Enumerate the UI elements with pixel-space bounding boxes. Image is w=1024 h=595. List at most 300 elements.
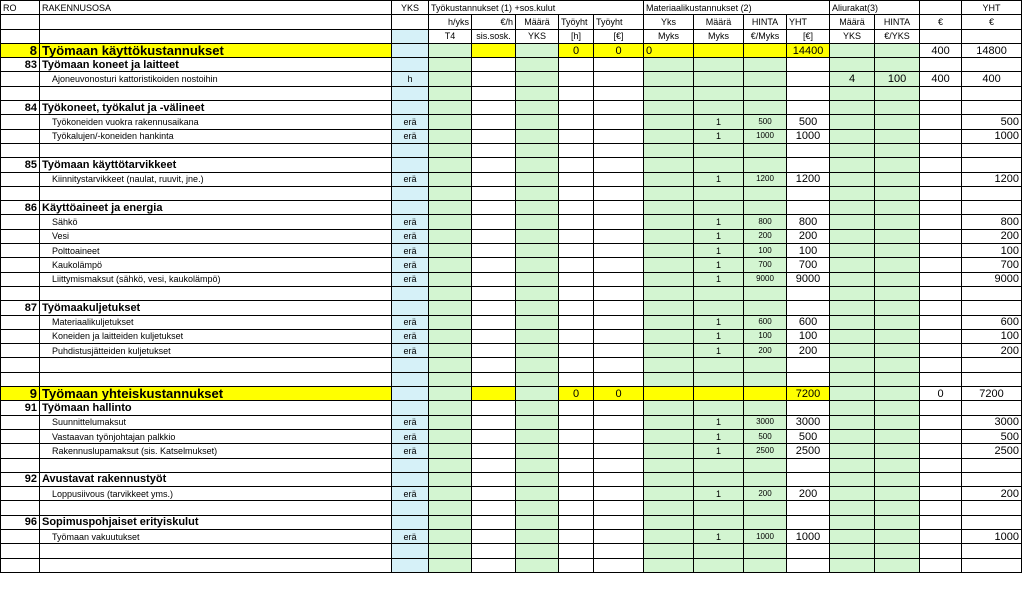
table-cell [1, 229, 40, 243]
table-cell: 600 [744, 315, 787, 329]
table-cell [516, 301, 559, 315]
table-cell [429, 415, 472, 429]
table-cell [644, 472, 694, 486]
table-cell [744, 515, 787, 529]
table-cell [559, 315, 594, 329]
table-cell [694, 501, 744, 515]
table-cell [1, 415, 40, 429]
table-cell [875, 244, 920, 258]
table-cell [644, 415, 694, 429]
table-cell [875, 544, 920, 558]
header-row-3 [1, 29, 1022, 43]
table-cell [830, 301, 875, 315]
table-cell: 1 [694, 429, 744, 443]
table-cell [830, 115, 875, 129]
table-cell [516, 372, 559, 386]
table-cell [594, 315, 644, 329]
table-cell: 1 [694, 244, 744, 258]
table-cell [875, 472, 920, 486]
col-rakennusosa: RAKENNUSOSA [40, 1, 392, 15]
table-cell [392, 58, 429, 72]
table-cell [429, 401, 472, 415]
table-cell [830, 158, 875, 172]
table-cell [875, 358, 920, 372]
table-cell [472, 329, 516, 343]
group-header-96 [1, 515, 1022, 529]
table-cell: 0 [559, 43, 594, 57]
table-cell [920, 515, 962, 529]
table-cell [429, 458, 472, 472]
table-cell: 1 [694, 329, 744, 343]
table-cell [40, 558, 392, 572]
group-header-84 [1, 101, 1022, 115]
table-cell [920, 29, 962, 43]
table-cell: 86 [1, 201, 40, 215]
table-cell: erä [392, 272, 429, 286]
table-cell [429, 101, 472, 115]
table-cell [392, 286, 429, 300]
table-cell [830, 429, 875, 443]
table-cell [920, 158, 962, 172]
table-cell: 700 [787, 258, 830, 272]
table-cell [559, 515, 594, 529]
table-cell [920, 186, 962, 200]
table-cell [962, 401, 1022, 415]
table-cell: [h] [559, 29, 594, 43]
table-cell: Loppusiivous (tarvikkeet yms.) [40, 487, 392, 501]
table-cell [644, 244, 694, 258]
table-cell: Määrä [694, 15, 744, 29]
table-cell [472, 86, 516, 100]
table-cell [559, 58, 594, 72]
table-cell: 83 [1, 58, 40, 72]
table-cell: erä [392, 315, 429, 329]
table-cell: [€] [594, 29, 644, 43]
table-cell [594, 501, 644, 515]
table-cell [429, 387, 472, 401]
table-cell: Sähkö [40, 215, 392, 229]
table-cell [594, 244, 644, 258]
table-cell [875, 158, 920, 172]
table-cell [516, 229, 559, 243]
table-cell [920, 401, 962, 415]
table-cell [594, 58, 644, 72]
table-cell: erä [392, 115, 429, 129]
table-cell: 700 [962, 258, 1022, 272]
table-cell: 600 [787, 315, 830, 329]
table-cell [594, 186, 644, 200]
table-cell [392, 43, 429, 57]
table-cell [594, 529, 644, 543]
table-cell [875, 529, 920, 543]
table-cell [472, 544, 516, 558]
table-cell: Puhdistusjätteiden kuljetukset [40, 344, 392, 358]
table-cell [516, 387, 559, 401]
table-cell [830, 529, 875, 543]
table-cell [830, 458, 875, 472]
table-cell: Suunnittelumaksut [40, 415, 392, 429]
table-cell [559, 229, 594, 243]
table-cell: 14800 [962, 43, 1022, 57]
table-cell [694, 286, 744, 300]
table-cell [594, 129, 644, 143]
table-cell [875, 344, 920, 358]
table-row [1, 115, 1022, 129]
table-cell [1, 458, 40, 472]
table-cell [830, 415, 875, 429]
table-cell [429, 186, 472, 200]
table-cell: 87 [1, 301, 40, 315]
table-cell [594, 472, 644, 486]
table-cell: erä [392, 444, 429, 458]
table-cell [559, 215, 594, 229]
group-header-92 [1, 472, 1022, 486]
table-cell [516, 544, 559, 558]
table-cell [429, 115, 472, 129]
table-cell: erä [392, 415, 429, 429]
table-cell [516, 72, 559, 86]
table-cell: 600 [962, 315, 1022, 329]
table-cell [559, 415, 594, 429]
table-cell [830, 186, 875, 200]
table-cell: 800 [962, 215, 1022, 229]
table-cell [875, 286, 920, 300]
table-cell: Kaukolämpö [40, 258, 392, 272]
table-cell: erä [392, 244, 429, 258]
table-cell [644, 158, 694, 172]
table-cell [472, 244, 516, 258]
table-cell [1, 129, 40, 143]
table-cell [644, 458, 694, 472]
table-cell [392, 544, 429, 558]
table-cell [920, 301, 962, 315]
table-cell [644, 229, 694, 243]
table-row [1, 501, 1022, 515]
table-cell [644, 558, 694, 572]
table-cell: 1 [694, 529, 744, 543]
table-cell [1, 529, 40, 543]
table-cell: 200 [744, 344, 787, 358]
table-cell: 1200 [744, 172, 787, 186]
table-cell [1, 15, 40, 29]
table-cell: 7200 [962, 387, 1022, 401]
table-cell [694, 472, 744, 486]
table-cell [830, 372, 875, 386]
table-cell [644, 329, 694, 343]
table-cell [429, 429, 472, 443]
table-cell: h/yks [429, 15, 472, 29]
table-cell [644, 544, 694, 558]
table-cell [962, 544, 1022, 558]
table-cell: 100 [787, 244, 830, 258]
table-cell [694, 372, 744, 386]
table-row [1, 444, 1022, 458]
table-cell [920, 258, 962, 272]
table-cell [559, 129, 594, 143]
table-cell [787, 458, 830, 472]
table-cell [516, 458, 559, 472]
table-cell [875, 172, 920, 186]
table-row [1, 172, 1022, 186]
table-cell: 0 [559, 387, 594, 401]
table-cell [694, 86, 744, 100]
table-cell [429, 58, 472, 72]
table-cell: 200 [787, 487, 830, 501]
table-cell [429, 329, 472, 343]
table-cell [516, 444, 559, 458]
table-cell [644, 101, 694, 115]
table-cell: Käyttöaineet ja energia [40, 201, 392, 215]
table-row [1, 215, 1022, 229]
table-cell: 1000 [962, 129, 1022, 143]
table-cell: [€] [787, 29, 830, 43]
table-cell [744, 72, 787, 86]
table-cell [644, 58, 694, 72]
table-cell [559, 401, 594, 415]
table-cell [516, 558, 559, 572]
table-cell [875, 515, 920, 529]
col-group-materiaali: Materiaalikustannukset (2) [644, 1, 830, 15]
table-cell [1, 244, 40, 258]
table-cell [830, 129, 875, 143]
table-cell: 1200 [962, 172, 1022, 186]
table-cell [594, 515, 644, 529]
table-cell [787, 301, 830, 315]
table-cell [744, 458, 787, 472]
table-cell [830, 43, 875, 57]
table-cell [594, 544, 644, 558]
table-cell [594, 101, 644, 115]
table-cell [830, 315, 875, 329]
table-cell [920, 329, 962, 343]
table-cell [516, 415, 559, 429]
table-cell [830, 272, 875, 286]
table-cell: 200 [962, 487, 1022, 501]
table-cell [516, 487, 559, 501]
table-cell: €/YKS [875, 29, 920, 43]
table-cell [559, 258, 594, 272]
table-cell [559, 244, 594, 258]
table-cell [830, 487, 875, 501]
table-row [1, 487, 1022, 501]
table-cell [516, 315, 559, 329]
table-cell [644, 529, 694, 543]
table-cell [787, 201, 830, 215]
table-cell [875, 201, 920, 215]
table-cell: 9 [1, 387, 40, 401]
table-cell [694, 515, 744, 529]
table-cell [744, 387, 787, 401]
table-cell [1, 172, 40, 186]
header-row-2 [1, 15, 1022, 29]
table-cell: Työyht [594, 15, 644, 29]
table-cell [559, 558, 594, 572]
table-cell [429, 201, 472, 215]
col-ro: RO [1, 1, 40, 15]
table-cell [920, 358, 962, 372]
table-cell [429, 72, 472, 86]
table-cell [429, 129, 472, 143]
table-cell [429, 501, 472, 515]
table-cell: 4 [830, 72, 875, 86]
table-cell [472, 115, 516, 129]
table-cell [694, 143, 744, 157]
table-cell [1, 429, 40, 443]
table-cell: Työmaan hallinto [40, 401, 392, 415]
table-cell [787, 544, 830, 558]
table-cell [920, 501, 962, 515]
table-cell [594, 86, 644, 100]
table-cell [472, 43, 516, 57]
table-cell [644, 172, 694, 186]
table-cell: €/Myks [744, 29, 787, 43]
table-cell [644, 129, 694, 143]
table-cell [962, 201, 1022, 215]
table-cell: erä [392, 429, 429, 443]
table-row [1, 558, 1022, 572]
table-cell [644, 487, 694, 501]
table-cell [830, 101, 875, 115]
table-cell [875, 444, 920, 458]
table-cell [787, 186, 830, 200]
table-cell [594, 215, 644, 229]
table-cell: Myks [694, 29, 744, 43]
table-cell [516, 515, 559, 529]
table-cell [1, 86, 40, 100]
table-cell [875, 186, 920, 200]
table-cell [787, 158, 830, 172]
table-cell [429, 372, 472, 386]
table-cell [516, 501, 559, 515]
table-cell [559, 72, 594, 86]
table-cell [559, 101, 594, 115]
table-cell: 1 [694, 215, 744, 229]
table-cell: 200 [787, 344, 830, 358]
table-row [1, 244, 1022, 258]
table-cell [1, 286, 40, 300]
table-cell [594, 158, 644, 172]
table-cell: 8 [1, 43, 40, 57]
table-row [1, 329, 1022, 343]
table-cell: Määrä [516, 15, 559, 29]
table-cell [1, 501, 40, 515]
table-cell: erä [392, 344, 429, 358]
table-cell [559, 372, 594, 386]
table-cell [787, 372, 830, 386]
table-cell [830, 472, 875, 486]
table-cell [1, 344, 40, 358]
table-cell: €/h [472, 15, 516, 29]
table-cell [40, 143, 392, 157]
table-cell [392, 29, 429, 43]
table-cell [472, 487, 516, 501]
table-cell [920, 86, 962, 100]
table-cell [392, 186, 429, 200]
table-cell: 800 [744, 215, 787, 229]
table-cell [559, 143, 594, 157]
table-cell: erä [392, 258, 429, 272]
table-cell: HINTA [744, 15, 787, 29]
table-cell [694, 358, 744, 372]
col-group-aliurakat: Aliurakat(3) [830, 1, 920, 15]
table-cell [744, 544, 787, 558]
table-cell [830, 286, 875, 300]
table-cell [472, 272, 516, 286]
table-cell: T4 [429, 29, 472, 43]
table-cell [875, 458, 920, 472]
table-cell: YKS [830, 29, 875, 43]
table-cell [392, 158, 429, 172]
table-cell [1, 29, 40, 43]
table-cell [920, 143, 962, 157]
table-cell [962, 86, 1022, 100]
table-cell [744, 401, 787, 415]
table-cell [920, 429, 962, 443]
table-cell [830, 344, 875, 358]
table-cell: 1000 [744, 129, 787, 143]
table-cell [962, 458, 1022, 472]
table-cell [559, 444, 594, 458]
table-cell [875, 215, 920, 229]
table-cell: 96 [1, 515, 40, 529]
table-cell [962, 358, 1022, 372]
table-cell: 84 [1, 101, 40, 115]
col-yht: YHT [962, 1, 1022, 15]
table-cell [694, 558, 744, 572]
table-cell [744, 186, 787, 200]
table-cell [559, 186, 594, 200]
table-cell [920, 487, 962, 501]
table-cell: 1 [694, 129, 744, 143]
table-cell [516, 329, 559, 343]
table-cell: Vastaavan työnjohtajan palkkio [40, 429, 392, 443]
table-cell: Liittymismaksut (sähkö, vesi, kaukolämpö) [40, 272, 392, 286]
table-cell [1, 487, 40, 501]
table-cell [429, 286, 472, 300]
table-cell [962, 186, 1022, 200]
table-cell [429, 86, 472, 100]
table-cell: 1000 [744, 529, 787, 543]
table-cell [644, 286, 694, 300]
table-cell [40, 544, 392, 558]
table-cell [516, 186, 559, 200]
table-cell [962, 58, 1022, 72]
table-cell [875, 329, 920, 343]
table-cell: 1 [694, 344, 744, 358]
table-cell [472, 72, 516, 86]
table-cell [962, 101, 1022, 115]
table-cell [694, 43, 744, 57]
table-cell [744, 358, 787, 372]
main-title: Työmaan käyttökustannukset [40, 43, 392, 57]
table-cell [962, 143, 1022, 157]
table-cell: 1 [694, 444, 744, 458]
table-cell [875, 315, 920, 329]
table-cell [644, 315, 694, 329]
table-cell [40, 15, 392, 29]
table-cell [392, 86, 429, 100]
table-cell [429, 315, 472, 329]
table-cell [594, 429, 644, 443]
table-cell: Työkoneet, työkalut ja -välineet [40, 101, 392, 115]
table-cell [429, 272, 472, 286]
table-cell [392, 387, 429, 401]
table-cell: Työmaakuljetukset [40, 301, 392, 315]
table-cell [392, 515, 429, 529]
table-row [1, 86, 1022, 100]
table-cell [472, 558, 516, 572]
table-cell [392, 501, 429, 515]
